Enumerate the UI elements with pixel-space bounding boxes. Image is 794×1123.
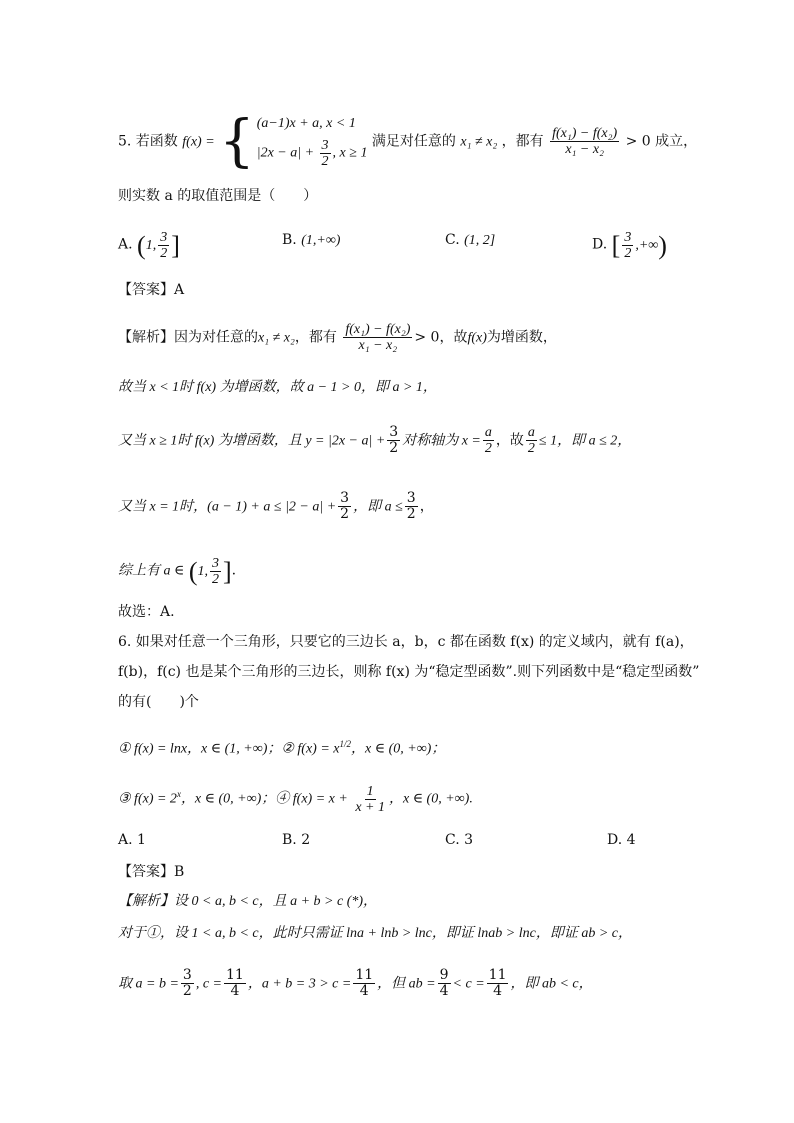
q5-explanation-1: 【解析】因为对任意的x₁ ≠ x₂，都有 $\frac{\text{f(x₁) − f(x₂)}}{\text{x₁ − x₂}}$ > 0，故f(x)为增函数， <box>118 322 557 353</box>
q5-stem: 5. 若函数 f(x) = { (a−1)x + a, x < 1 |2x − a| + $\frac{3}{2}$ , x ≥ 1 满足对任意的 x₁ ≠ x₂ ，都有 $\frac{\text{f(x₁) − f(x₂)}}{\text{x₁ − x₂}}$ > 0 成立， <box>118 108 698 174</box>
q6-explanation-3: 取 a = b = $\frac{3}{2}$ , c = $\frac{11}{4}$ ，a + b = 3 > c = $\frac{11}{4}$ ，但 ab = $\frac{9}{4}$ < c = $\frac{11}{4}$ ，即 ab < c， <box>118 967 593 999</box>
piecewise-function: { (a−1)x + a, x < 1 |2x − a| + $\frac{3}{2}$ , x ≥ 1 <box>219 108 368 174</box>
q5-explanation-4: 又当 x = 1时，(a − 1) + a ≤ |2 − a| + $\frac{3}{2}$ ，即 a ≤ $\frac{3}{2}$ ， <box>118 490 434 522</box>
q6-answer: 【答案】B <box>118 864 185 880</box>
q6-functions-2: ③ $f(x) = 2^x$，x ∈ (0, +∞)；④ f(x) = x + $\frac{1}{x + 1}$ ，x ∈ (0, +∞). <box>118 784 473 815</box>
q5-answer: 【答案】A <box>118 282 185 298</box>
q6-option-b: B. 2 <box>282 832 311 848</box>
q6-explanation-2: 对于①，设 1 < a, b < c，此时只需证 lna + lnb > lnc，即证 lnab > lnc，即证 ab > c， <box>118 926 632 941</box>
q5-option-a: A. (1, $\frac{3}{2}$ ] <box>118 230 180 261</box>
q6-option-c: C. 3 <box>445 832 474 848</box>
q5-option-d: D. [ $\frac{3}{2}$ ,+∞) <box>592 230 667 261</box>
q6-option-d: D. 4 <box>607 832 636 848</box>
q5-explanation-3: 又当 x ≥ 1时 f(x) 为增函数，且 y = |2x − a| + $\frac{3}{2}$ 对称轴为 x = $\frac{a}{2}$ ，故 $\frac{a}{2}$ ≤ 1，即 a ≤ 2， <box>118 424 632 456</box>
q6-stem-3: 的有( )个 <box>118 694 199 710</box>
difference-quotient: $\frac{\text{f(x₁) − f(x₂)}}{\text{x₁ − x₂}}$ <box>552 126 618 157</box>
q5-option-c: C. (1, 2] <box>445 232 496 248</box>
q5-explanation-5: 综上有 a ∈ (1, $\frac{3}{2}$ ]. <box>118 556 237 587</box>
q6-stem-1: 6. 如果对任意一个三角形，只要它的三边长 a，b，c 都在函数 f(x) 的定义域内，就有 f(a)， <box>118 634 694 650</box>
q6-explanation-1: 【解析】设 0 < a, b < c，且 a + b > c (*)， <box>118 894 378 909</box>
q6-option-a: A. 1 <box>118 832 146 848</box>
q6-functions-1: ① f(x) = lnx，x ∈ (1, +∞)；② $f(x) = x^{1/2}$，x ∈ (0, +∞)； <box>118 739 446 757</box>
q5-stem-line2: 则实数 a 的取值范围是（ ） <box>118 188 318 204</box>
q5-option-b: B. (1,+∞) <box>282 232 341 248</box>
q6-stem-2: f(b)，f(c) 也是某个三角形的三边长，则称 f(x) 为“稳定型函数”.则下列函数中是“稳定型函数” <box>118 664 700 680</box>
q5-explanation-2: 故当 x < 1时 f(x) 为增函数，故 a − 1 > 0，即 a > 1， <box>118 380 437 395</box>
q5-choice: 故选：A. <box>118 604 175 620</box>
